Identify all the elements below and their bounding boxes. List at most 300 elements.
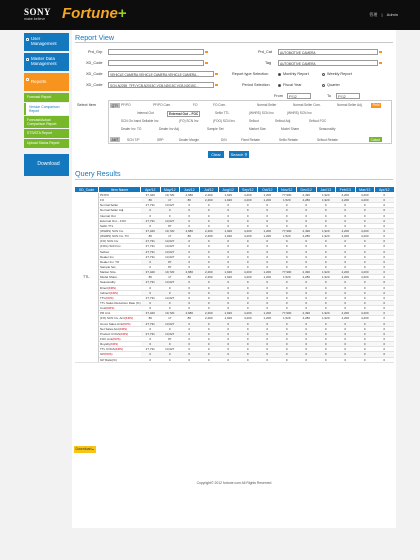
value-cell: 0 (336, 326, 356, 331)
sidebar-subitem-forecast[interactable]: Forecast Report (24, 93, 69, 102)
value-cell: 0 (199, 218, 219, 223)
sidebar-subitem-sts-sta[interactable]: STS/STA Report (24, 129, 69, 138)
value-cell: 0 (355, 342, 375, 347)
report-icon (26, 78, 29, 81)
value-cell: 0 (375, 208, 395, 213)
value-cell: 13,027 (160, 244, 180, 249)
xd-code-field-3[interactable]: SCN-N2255_TFF,(YCB-N2015C,VCB-N2015C,VCB-N2015C... (108, 82, 214, 88)
main-content (72, 30, 396, 528)
value-cell: 0 (277, 203, 297, 208)
value-cell: 0 (180, 254, 200, 259)
value-cell: 87 (160, 223, 180, 228)
value-cell: 0 (336, 352, 356, 357)
value-cell: 0 (316, 223, 336, 228)
value-cell: 0 (238, 295, 258, 300)
column-header[interactable]: Nov/12 (277, 187, 297, 193)
monthly-report-radio[interactable] (278, 73, 281, 76)
value-cell: 0 (141, 213, 161, 218)
column-header[interactable]: Apr/12 (375, 187, 395, 193)
value-cell: 0 (258, 336, 278, 341)
item-scn-onhand[interactable]: SCN On-hand Sellable Inv. (121, 119, 160, 123)
unit-label: (KRS) (114, 347, 124, 352)
value-cell: 0 (375, 249, 395, 254)
value-cell: 0 (160, 213, 180, 218)
value-cell: 1,920 (316, 198, 336, 203)
value-cell: 0 (336, 331, 356, 336)
value-cell: 0 (355, 213, 375, 218)
value-cell: 0 (277, 342, 297, 347)
value-cell: 0 (355, 321, 375, 326)
value-cell: 0 (297, 300, 317, 305)
item-dealer-inv-to[interactable]: Dealer Inv. TO (121, 127, 142, 131)
value-cell: 0 (160, 300, 180, 305)
item-external-out-foc[interactable]: External Out – FOC (169, 112, 199, 116)
value-cell: 0 (219, 336, 239, 341)
item-fo-com[interactable]: FO Com. (213, 103, 226, 107)
value-cell: 0 (160, 285, 180, 290)
download-button[interactable] (74, 446, 96, 453)
item-name-text: TTL (100, 295, 106, 300)
column-header[interactable]: Jan/13 (316, 187, 336, 193)
value-cell: 37,420 (141, 193, 161, 198)
value-cell: 2,490 (297, 311, 317, 316)
value-cell: 0 (180, 203, 200, 208)
unit-label: (KRS) (119, 326, 128, 331)
item-name-text: Product COGS (100, 331, 121, 336)
prd-cat-picker-icon[interactable] (379, 51, 382, 54)
item-normal-seller-adj[interactable]: Normal Seller Adj. (337, 103, 363, 107)
value-cell: 0 (199, 239, 219, 244)
unit-label: (KRS) (105, 295, 114, 300)
unit-label: (KRS) (107, 285, 117, 290)
column-header[interactable]: Aug/12 (219, 187, 239, 193)
value-cell: 0 (141, 208, 161, 213)
value-cell: 0 (258, 244, 278, 249)
value-cell: 0 (375, 352, 395, 357)
value-cell: 0 (336, 244, 356, 249)
column-header[interactable]: Feb/13 (336, 187, 356, 193)
value-cell: 0 (375, 270, 395, 275)
value-cell: 1,920 (219, 311, 239, 316)
sidebar-item-reports[interactable] (24, 73, 69, 91)
value-cell: 0 (316, 326, 336, 331)
value-cell: 0 (375, 244, 395, 249)
value-cell: 0 (375, 259, 395, 264)
value-cell: 0 (141, 223, 161, 228)
column-header[interactable]: May/12 (160, 187, 180, 193)
value-cell: 0 (199, 300, 219, 305)
value-cell: 0 (375, 295, 395, 300)
item-fog-scn-inv[interactable]: (FOG) SCN Inv. (213, 119, 236, 123)
item-seasonality[interactable]: Seasonality (319, 127, 336, 131)
value-cell: 0 (297, 244, 317, 249)
item-name-text: FO (100, 198, 105, 203)
xd-code-picker-icon-2[interactable] (215, 73, 218, 76)
item-sellout-foc[interactable]: Sellout FOC (309, 119, 327, 123)
value-cell: 4,200 (355, 234, 375, 239)
to-select[interactable]: FY12 (336, 93, 360, 99)
value-cell: 0 (316, 254, 336, 259)
item-name-text: Sellin TTL (100, 223, 114, 228)
sidebar-item-label: User Management (31, 36, 57, 46)
item-model-share[interactable]: Model Share (281, 127, 300, 131)
value-cell: 0 (238, 321, 258, 326)
item-dn[interactable]: D/N (221, 138, 227, 142)
value-cell: 0 (238, 300, 258, 305)
cutout-button[interactable]: Cutout (370, 137, 380, 142)
value-cell: 0 (238, 285, 258, 290)
value-cell: 0 (238, 218, 258, 223)
value-cell: 19,720 (160, 228, 180, 233)
value-cell: 0 (258, 259, 278, 264)
column-header[interactable]: Jun/12 (180, 187, 200, 193)
table-row (75, 357, 395, 362)
item-name-text: Royalty (100, 342, 111, 347)
value-cell: 2,490 (297, 228, 317, 233)
item-pf-po[interactable]: PF/PO (121, 103, 131, 107)
item-fo[interactable]: FO (193, 103, 198, 107)
value-cell: 0 (238, 249, 258, 254)
footer-copyright: Copyright© 2012 fortune.com All Rights Reserved (196, 481, 272, 485)
value-cell: 0 (277, 264, 297, 269)
value-cell: 0 (277, 300, 297, 305)
value-cell: 0 (160, 208, 180, 213)
value-cell: 4,680 (180, 193, 200, 198)
value-cell: 0 (355, 259, 375, 264)
prd-grp-field[interactable] (108, 49, 204, 55)
field-button[interactable]: Field (372, 103, 380, 108)
value-cell: 17 (160, 234, 180, 239)
value-cell: 0 (316, 203, 336, 208)
value-cell: 0 (199, 357, 219, 362)
value-cell: 0 (277, 321, 297, 326)
value-cell: 0 (141, 264, 161, 269)
value-cell: 1,529 (277, 234, 297, 239)
value-cell: 2,490 (199, 228, 219, 233)
value-cell: 0 (180, 336, 200, 341)
value-cell: 4,200 (336, 193, 356, 198)
value-cell: 0 (336, 264, 356, 269)
fortune-logo (62, 5, 127, 22)
value-cell: 0 (238, 223, 258, 228)
value-cell: 4,200 (336, 311, 356, 316)
from-label: From (274, 94, 283, 98)
value-cell: 0 (219, 295, 239, 300)
value-cell: 0 (258, 254, 278, 259)
value-cell: 4,200 (238, 193, 258, 198)
column-header[interactable]: Dec/12 (297, 187, 317, 193)
unit-label: (KRS) (104, 352, 113, 357)
value-cell: 37,420 (141, 228, 161, 233)
value-cell: 0 (297, 249, 317, 254)
value-cell: 0 (277, 347, 297, 352)
value-cell: 0 (355, 306, 375, 311)
value-cell: 77,900 (277, 311, 297, 316)
unit-label: (KRS) (106, 306, 115, 311)
column-header[interactable]: Item Name (99, 187, 141, 193)
value-cell: 0 (316, 280, 336, 285)
value-cell: 0 (355, 300, 375, 305)
value-cell: 0 (336, 342, 356, 347)
value-cell: 0 (180, 342, 200, 347)
item-internal-out[interactable]: Internal Out (137, 111, 154, 115)
value-cell: 0 (375, 331, 395, 336)
item-name-text: Model Share (100, 275, 118, 280)
value-cell: 0 (219, 285, 239, 290)
value-cell: 37,420 (141, 270, 161, 275)
item-fixed-rebate[interactable]: Fixed Rebate (241, 138, 260, 142)
column-header[interactable]: Oct/12 (258, 187, 278, 193)
item-scn-tp[interactable]: SCN T/P (127, 138, 140, 142)
value-cell: 4,200 (355, 198, 375, 203)
divider (75, 179, 393, 180)
tag-picker-icon[interactable] (379, 62, 382, 65)
prd-cat-field[interactable]: AUTOMOTIVE CAMERA (278, 49, 378, 55)
item-whrs-scn-inv-2[interactable]: (WHRS) SCN Inv. (287, 111, 313, 115)
item-sellout-adj[interactable]: Sellout Adj. (275, 119, 291, 123)
xd-code-picker-icon[interactable] (205, 62, 208, 65)
sidebar (24, 33, 69, 178)
item-normal-seller[interactable]: Normal Seller (257, 103, 277, 107)
item-sellin-rebate[interactable]: Sellin Rebate (279, 138, 298, 142)
value-cell: 0 (297, 208, 317, 213)
value-cell: 27,731 (141, 295, 161, 300)
value-cell: 2,490 (199, 198, 219, 203)
value-cell: 0 (277, 208, 297, 213)
item-srp[interactable]: SRP (157, 138, 164, 142)
value-cell: 0 (199, 326, 219, 331)
value-cell: 0 (355, 203, 375, 208)
item-name-text: Seasonality (100, 280, 116, 285)
value-cell: 4,200 (238, 275, 258, 280)
item-sample-set[interactable]: Sample Set (207, 127, 224, 131)
weekly-report-label: Weekly Report (327, 72, 352, 76)
value-cell: 86 (180, 234, 200, 239)
quarter-radio[interactable] (322, 84, 325, 87)
value-cell: 0 (258, 357, 278, 362)
value-cell: 86 (141, 316, 161, 321)
value-cell: 0 (238, 357, 258, 362)
column-header[interactable]: Mar/13 (355, 187, 375, 193)
value-cell: 1,920 (219, 270, 239, 275)
item-market-size[interactable]: Market Size (249, 127, 266, 131)
value-cell: 2,490 (297, 193, 317, 198)
value-cell: 4,680 (180, 270, 200, 275)
value-cell: 0 (238, 280, 258, 285)
value-cell: 0 (316, 285, 336, 290)
value-cell: 0 (297, 254, 317, 259)
column-header[interactable]: Apr/12 (141, 187, 161, 193)
sidebar-item-user-management[interactable] (24, 33, 69, 51)
item-sellout[interactable]: Sellout (249, 119, 259, 123)
sidebar-download[interactable] (24, 154, 69, 176)
value-cell: 17 (160, 316, 180, 321)
unit-label: (KRS) (112, 337, 121, 341)
value-cell: 0 (355, 285, 375, 290)
value-cell: 0 (277, 249, 297, 254)
xd-code-picker-icon-3[interactable] (215, 84, 218, 87)
fiscal-year-radio[interactable] (278, 84, 281, 87)
value-cell: 0 (277, 357, 297, 362)
value-cell: 0 (141, 326, 161, 331)
sidebar-subitem-upload-status[interactable]: Upload Status Report (24, 139, 69, 148)
weekly-report-radio[interactable] (322, 73, 325, 76)
select-item-panel (108, 100, 392, 144)
value-cell: 0 (238, 336, 258, 341)
value-cell: 2,490 (199, 311, 219, 316)
value-cell: 27,731 (141, 249, 161, 254)
value-cell: 4,200 (238, 311, 258, 316)
value-cell: 0 (219, 342, 239, 347)
value-cell: 0 (336, 203, 356, 208)
unit-label: (KRS) (122, 321, 131, 326)
value-cell: 0 (180, 259, 200, 264)
value-cell: 0 (336, 213, 356, 218)
value-cell: 4,200 (336, 275, 356, 280)
value-cell: 0 (180, 213, 200, 218)
value-cell: 4,200 (336, 228, 356, 233)
value-cell: 0 (219, 300, 239, 305)
quarter-label: Quarter (327, 83, 340, 87)
value-cell: 0 (297, 326, 317, 331)
value-cell: 0 (375, 311, 395, 316)
from-select[interactable]: FY12 (287, 93, 311, 99)
value-cell: 0 (180, 306, 200, 311)
value-cell: 0 (199, 347, 219, 352)
item-sellout-rebate[interactable]: Sellout Rebate (317, 138, 338, 142)
item-name-text: TTL COGS (100, 347, 115, 352)
unit-label: (KRS) (109, 290, 119, 295)
value-cell: 0 (277, 306, 297, 311)
tag-field[interactable]: AUTOMOTIVE CAMERA (278, 60, 378, 66)
value-cell: 0 (297, 259, 317, 264)
value-cell: 0 (238, 244, 258, 249)
sidebar-item-master-data[interactable] (24, 53, 69, 71)
value-cell: 4,200 (355, 228, 375, 233)
sony-logo: SONY (24, 7, 52, 17)
value-cell: 0 (219, 347, 239, 352)
value-cell: 87 (160, 259, 180, 264)
value-cell: 0 (355, 254, 375, 259)
item-dealer-inv-adj[interactable]: Dealer Inv Adj. (159, 127, 180, 131)
value-cell: 2,490 (199, 193, 219, 198)
value-cell: 0 (375, 300, 395, 305)
value-cell: 0 (180, 244, 200, 249)
column-header[interactable]: Sep/12 (238, 187, 258, 193)
item-sellin-ttl[interactable]: Sellin TTL (215, 111, 230, 115)
value-cell: 1,200 (258, 198, 278, 203)
value-cell: 0 (199, 352, 219, 357)
value-cell: 0 (258, 208, 278, 213)
value-cell: 0 (160, 342, 180, 347)
item-name-text: Normal Seller Adj. (100, 208, 125, 213)
search-button[interactable] (229, 151, 249, 158)
value-cell: 0 (277, 352, 297, 357)
value-cell: 1,920 (316, 234, 336, 239)
value-cell: 0 (336, 336, 356, 341)
sidebar-subitem-forecast-actual[interactable]: Forecast/Actual Comparison Report (24, 116, 69, 128)
clear-button[interactable]: Clear (208, 151, 224, 158)
value-cell: 0 (180, 300, 200, 305)
value-cell: 0 (316, 259, 336, 264)
item-pf-po-com[interactable]: PF/PO Com. (153, 103, 172, 107)
value-cell: 0 (316, 290, 336, 295)
value-cell: 0 (219, 208, 239, 213)
value-cell: 0 (219, 254, 239, 259)
sidebar-subitem-version-comparison[interactable]: Version Comparison Report (24, 103, 69, 115)
item-fo-scn-inv[interactable]: (FO) SCN Inv. (179, 119, 199, 123)
value-cell: 0 (219, 244, 239, 249)
value-cell: 0 (258, 295, 278, 300)
value-cell: 0 (180, 218, 200, 223)
value-cell: 0 (355, 331, 375, 336)
value-cell: 0 (375, 275, 395, 280)
value-cell: 0 (141, 285, 161, 290)
value-cell: 0 (199, 280, 219, 285)
item-dealer-margin[interactable]: Dealer Margin (179, 138, 200, 142)
value-cell: 1,200 (258, 228, 278, 233)
value-cell: 86 (180, 316, 200, 321)
value-cell: 0 (336, 357, 356, 362)
value-cell: 0 (297, 203, 317, 208)
value-cell: 0 (375, 290, 395, 295)
value-cell: 0 (258, 280, 278, 285)
value-cell: 0 (297, 213, 317, 218)
value-cell: 0 (355, 264, 375, 269)
value-cell: 0 (277, 280, 297, 285)
value-cell: 77,900 (277, 193, 297, 198)
value-cell: 0 (141, 336, 161, 341)
value-cell: 0 (199, 336, 219, 341)
value-cell: 1,920 (316, 275, 336, 280)
value-cell: 0 (277, 223, 297, 228)
value-cell: 86 (141, 234, 161, 239)
xd-code-field-2[interactable]: VEHICLE CAMERA,VEHICLE CAMERA,VEHICLE CAMERA... (108, 71, 214, 77)
column-header[interactable]: Jul/12 (199, 187, 219, 193)
value-cell: 13,027 (160, 203, 180, 208)
value-cell: 0 (375, 357, 395, 362)
column-header[interactable]: XD_Code (75, 187, 99, 193)
value-cell: 0 (180, 295, 200, 300)
value-cell: 0 (316, 352, 336, 357)
value-cell: 86 (141, 275, 161, 280)
value-cell: 0 (180, 347, 200, 352)
xd-code-field[interactable] (108, 60, 204, 66)
item-name-text: Dealer Inv. (100, 254, 115, 259)
value-cell: 0 (375, 234, 395, 239)
value-cell: 0 (277, 244, 297, 249)
prd-grp-picker-icon[interactable] (205, 51, 208, 54)
value-cell: 0 (258, 223, 278, 228)
value-cell: 19,720 (160, 193, 180, 198)
value-cell: 0 (258, 285, 278, 290)
item-normal-seller-com[interactable]: Normal Seller Com. (293, 103, 321, 107)
value-cell: 0 (375, 203, 395, 208)
value-cell: 0 (336, 208, 356, 213)
value-cell: 19,720 (160, 311, 180, 316)
value-cell: 37,420 (141, 311, 161, 316)
value-cell: 0 (180, 290, 200, 295)
value-cell: 0 (277, 254, 297, 259)
value-cell: 27,731 (141, 280, 161, 285)
value-cell: 13,027 (160, 331, 180, 336)
value-cell: 1,920 (219, 193, 239, 198)
period-selection-label: Period Selection (242, 83, 270, 87)
value-cell: 0 (375, 316, 395, 321)
item-whrs-scn-inv[interactable]: (WHRS) SCN Inv. (249, 111, 275, 115)
user-name-link[interactable]: Admin (386, 12, 398, 17)
sidebar-item-label: Reports (31, 79, 47, 84)
